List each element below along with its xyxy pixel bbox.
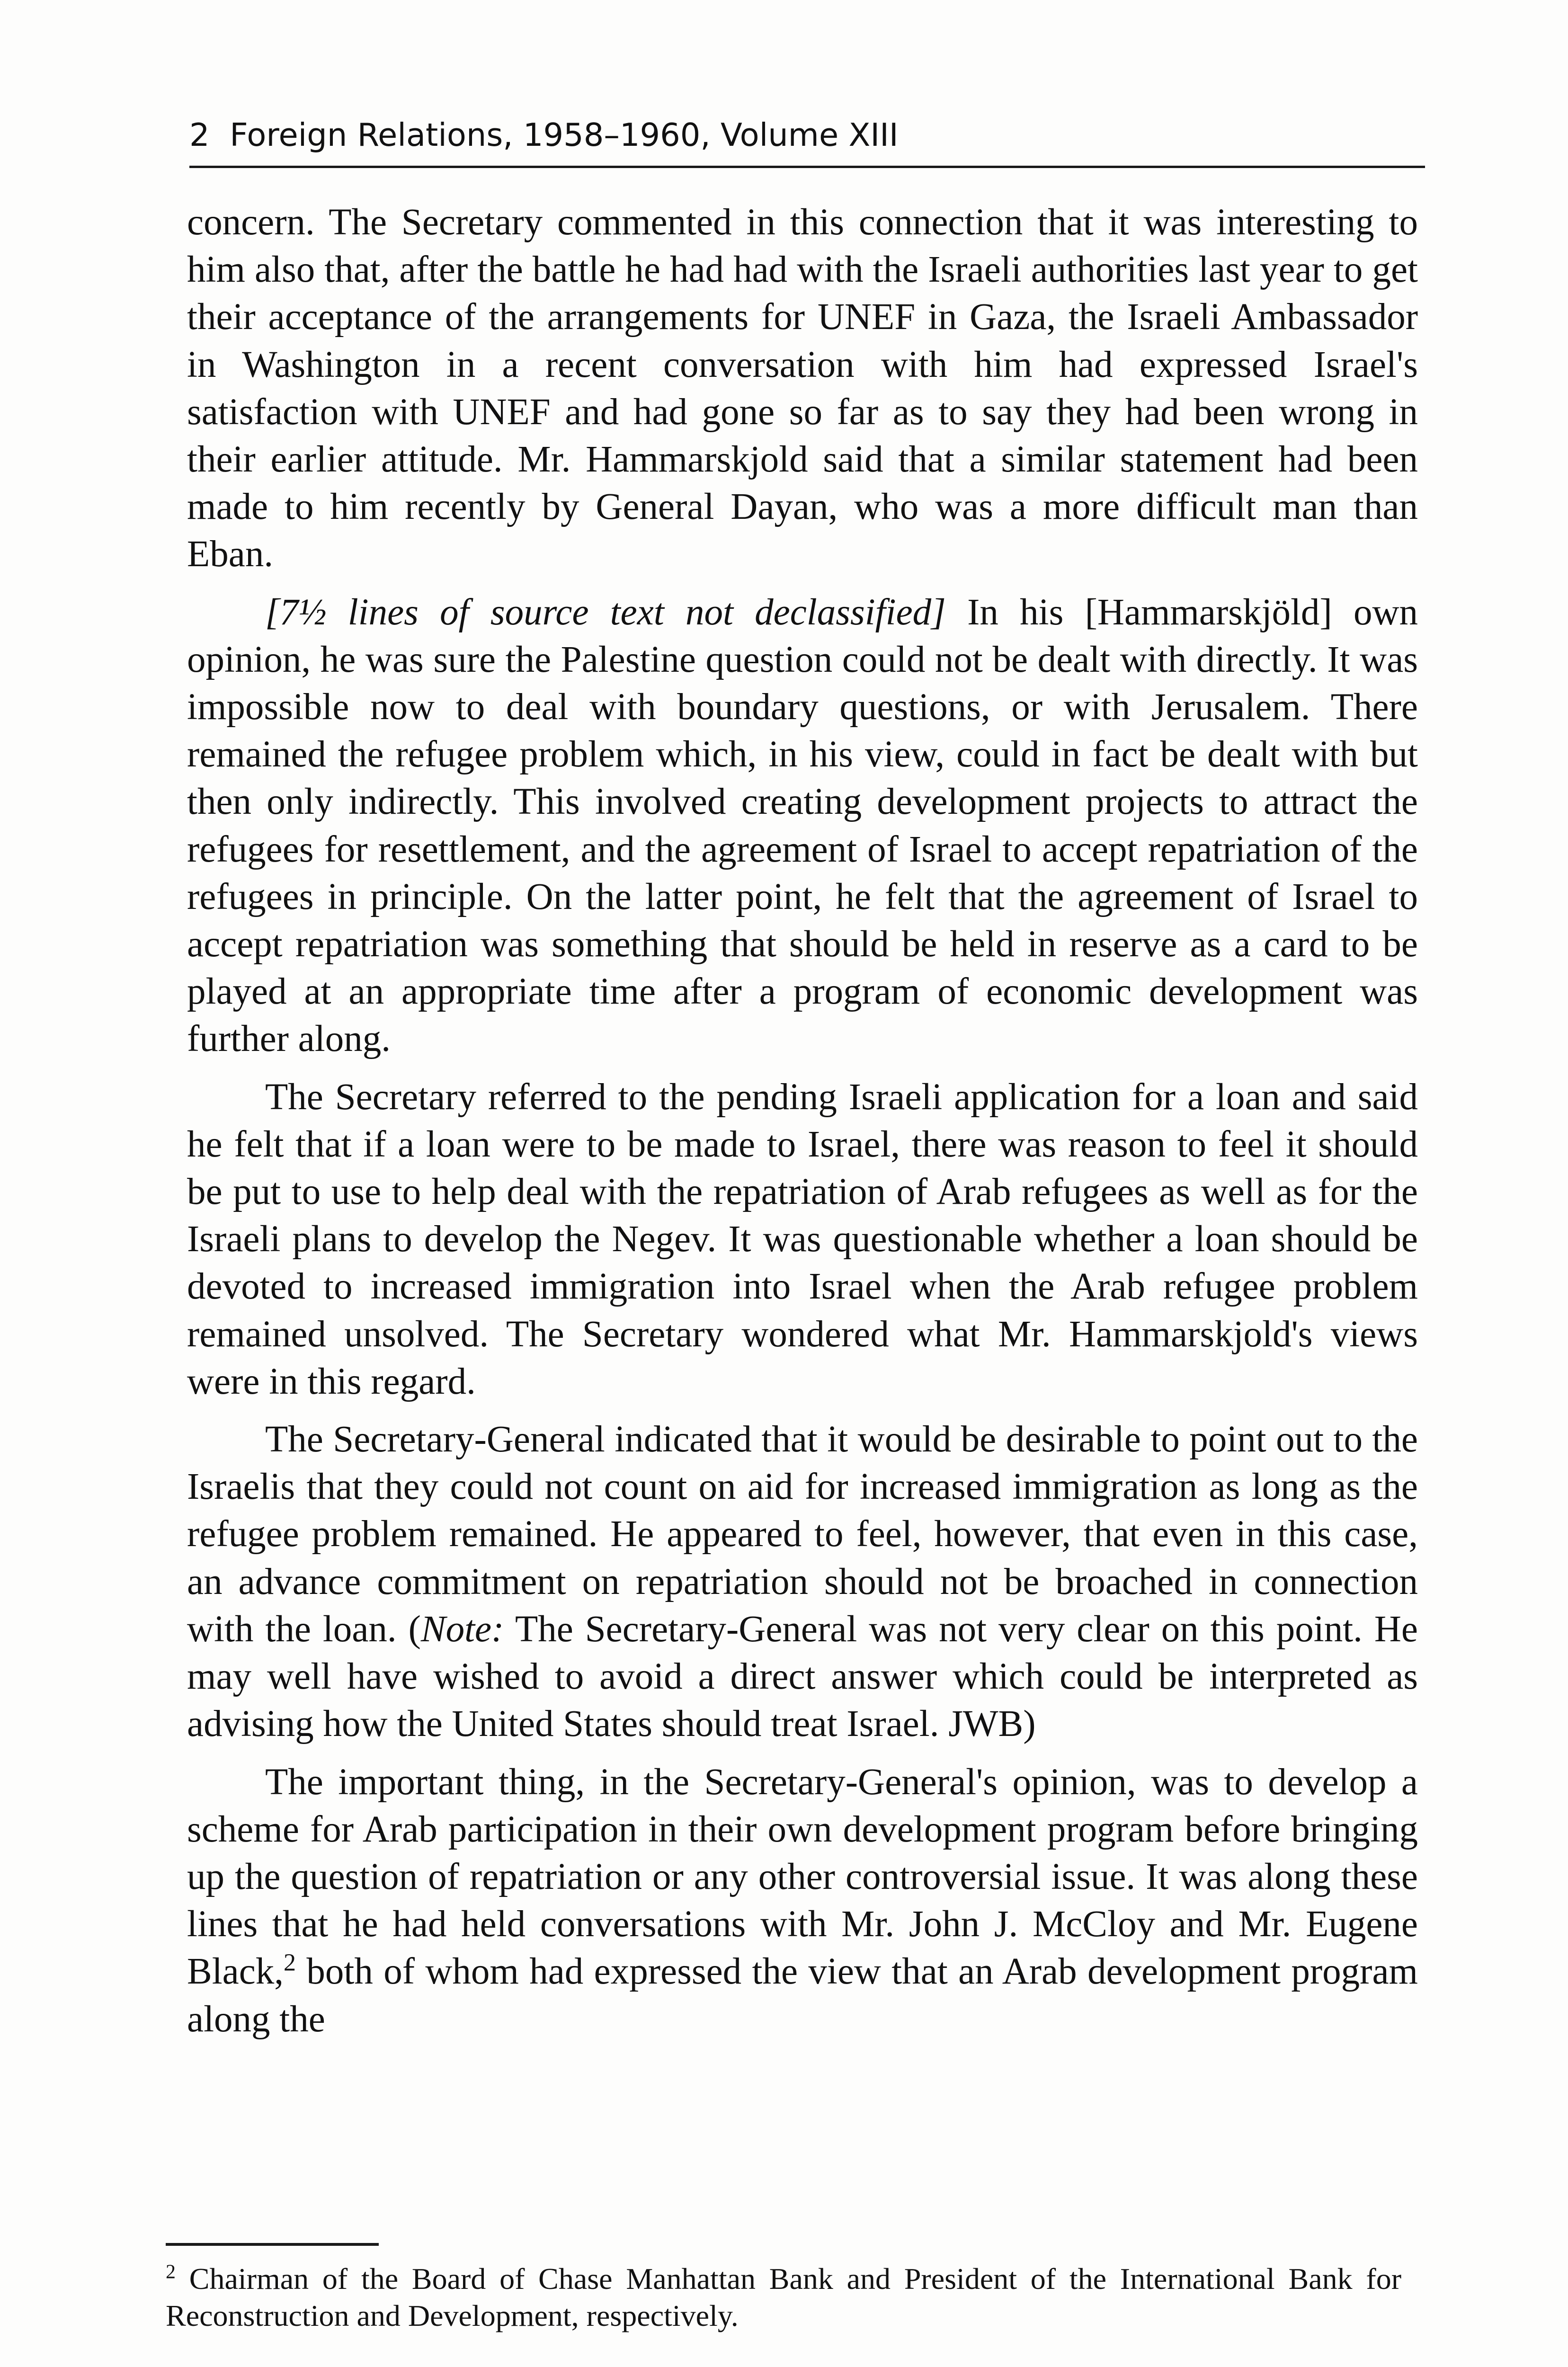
paragraph: The Secretary-General indicated that it would be desirable to point out to the Israelis that they could not count on aid for increased immigration as long as the refugee problem remained. He appeared to feel, however, that even in this case, an advance commitment on repatriation should not be broached in connection with the loan. (Note: The Secretary-General was not very clear on this point. He may well have wished to avoid a direct answer which could be interpreted as advising how the United States should treat Israel. JWB) (187, 1419, 1418, 1745)
paragraph: The important thing, in the Secretary-General's opinion, was to develop a scheme for Arab participation in their own development program before bringing up the question of repatriation or any other controversial issue. It was along these lines that he had held conversations with Mr. John J. McCloy and Mr. Eugene Black,$^2$ both of whom had expressed the view that an Arab development program along the (187, 1761, 1418, 2040)
footnote-reference: 2 (284, 1949, 296, 1976)
page-number: 2 (189, 116, 210, 153)
footnote (166, 2260, 1401, 2334)
note-label: Note: (420, 1608, 504, 1650)
running-title: Foreign Relations, 1958–1960, Volume XIII (230, 116, 899, 153)
header-rule (189, 166, 1425, 168)
footnote-rule (166, 2243, 379, 2246)
paragraph: concern. The Secretary commented in this connection that it was interesting to him also that, after the battle he had had with the Israeli authorities last year to get their acceptance of the arrangements for UNEF in Gaza, the Israeli Ambassador in Washington in a recent conversation with him had expressed Israel's satisfaction with UNEF and had gone so far as to say they had been wrong in their earlier attitude. Mr. Hammarskjold said that a similar statement had been made to him recently by General Dayan, who was a more difficult man than Eban. (187, 202, 1418, 575)
paragraph: [7½ lines of source text not declassified] In his [Hammarskjöld] own opinion, he was sure the Palestine question could not be dealt with directly. It was impossible now to deal with boundary questions, or with Jerusalem. There remained the refugee problem which, in his view, could in fact be dealt with but then only indirectly. This involved creating development projects to attract the refugees for resettlement, and the agreement of Israel to accept repatriation of the refugees in principle. On the latter point, he felt that the agreement of Israel to accept repatriation was something that should be held in reserve as a card to be played at an appropriate time after a program of economic development was further along. (187, 591, 1418, 1060)
redaction-note: [7½ lines of source text not declassified] (265, 591, 946, 633)
running-header (189, 114, 1420, 156)
paragraph: The Secretary referred to the pending Israeli application for a loan and said he felt that if a loan were to be made to Israel, there was reason to feel it should be put to use to help deal with the repatriation of Arab refugees as well as for the Israeli plans to develop the Negev. It was questionable whether a loan should be devoted to increased immigration into Israel when the Arab refugee problem remained unsolved. The Secretary wondered what Mr. Hammarskjold's views were in this regard. (187, 1076, 1418, 1402)
footnote-text: Chairman of the Board of Chase Manhattan Bank and President of the International Bank for Reconstruction and Development, respectively. (166, 2262, 1401, 2332)
footnote-number: 2 (166, 2261, 176, 2283)
body-text (187, 199, 1418, 2054)
